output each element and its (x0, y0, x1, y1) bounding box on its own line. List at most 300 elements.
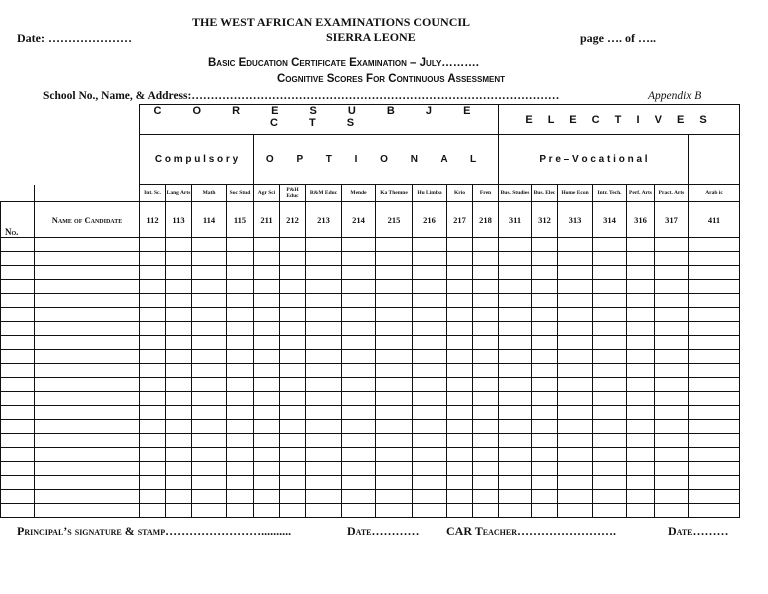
score-cell[interactable] (254, 364, 280, 378)
score-cell[interactable] (689, 350, 740, 364)
candidate-name-cell[interactable] (35, 350, 140, 364)
score-cell[interactable] (593, 294, 627, 308)
score-cell[interactable] (473, 308, 499, 322)
score-cell[interactable] (227, 462, 254, 476)
score-cell[interactable] (627, 392, 655, 406)
score-cell[interactable] (447, 434, 473, 448)
score-cell[interactable] (376, 392, 413, 406)
score-cell[interactable] (192, 350, 227, 364)
candidate-name-cell[interactable] (35, 434, 140, 448)
score-cell[interactable] (280, 476, 306, 490)
score-cell[interactable] (192, 378, 227, 392)
score-cell[interactable] (593, 322, 627, 336)
score-cell[interactable] (342, 392, 376, 406)
score-cell[interactable] (532, 420, 558, 434)
score-cell[interactable] (254, 462, 280, 476)
score-cell[interactable] (413, 378, 447, 392)
score-cell[interactable] (192, 462, 227, 476)
score-cell[interactable] (689, 462, 740, 476)
score-cell[interactable] (306, 238, 342, 252)
score-cell[interactable] (593, 350, 627, 364)
score-cell[interactable] (166, 406, 192, 420)
score-cell[interactable] (593, 448, 627, 462)
score-cell[interactable] (140, 322, 166, 336)
score-cell[interactable] (254, 476, 280, 490)
score-cell[interactable] (306, 476, 342, 490)
score-cell[interactable] (140, 294, 166, 308)
score-cell[interactable] (280, 392, 306, 406)
score-cell[interactable] (254, 448, 280, 462)
row-number-cell[interactable] (1, 504, 35, 518)
score-cell[interactable] (447, 392, 473, 406)
score-cell[interactable] (140, 364, 166, 378)
score-cell[interactable] (140, 434, 166, 448)
score-cell[interactable] (689, 378, 740, 392)
score-cell[interactable] (280, 378, 306, 392)
score-cell[interactable] (447, 420, 473, 434)
score-cell[interactable] (254, 280, 280, 294)
candidate-name-cell[interactable] (35, 336, 140, 350)
row-number-cell[interactable] (1, 350, 35, 364)
score-cell[interactable] (447, 322, 473, 336)
score-cell[interactable] (140, 420, 166, 434)
score-cell[interactable] (166, 280, 192, 294)
score-cell[interactable] (473, 280, 499, 294)
score-cell[interactable] (280, 238, 306, 252)
candidate-name-cell[interactable] (35, 294, 140, 308)
score-cell[interactable] (655, 476, 689, 490)
score-cell[interactable] (655, 280, 689, 294)
score-cell[interactable] (447, 364, 473, 378)
score-cell[interactable] (473, 238, 499, 252)
score-cell[interactable] (306, 294, 342, 308)
score-cell[interactable] (192, 420, 227, 434)
score-cell[interactable] (558, 350, 593, 364)
score-cell[interactable] (166, 322, 192, 336)
score-cell[interactable] (558, 420, 593, 434)
score-cell[interactable] (376, 490, 413, 504)
score-cell[interactable] (166, 392, 192, 406)
score-cell[interactable] (689, 336, 740, 350)
score-cell[interactable] (473, 364, 499, 378)
score-cell[interactable] (166, 448, 192, 462)
score-cell[interactable] (689, 434, 740, 448)
row-number-cell[interactable] (1, 238, 35, 252)
score-cell[interactable] (166, 420, 192, 434)
score-cell[interactable] (306, 308, 342, 322)
score-cell[interactable] (413, 406, 447, 420)
score-cell[interactable] (447, 294, 473, 308)
score-cell[interactable] (655, 238, 689, 252)
score-cell[interactable] (254, 350, 280, 364)
score-cell[interactable] (532, 238, 558, 252)
score-cell[interactable] (342, 280, 376, 294)
score-cell[interactable] (140, 462, 166, 476)
score-cell[interactable] (473, 392, 499, 406)
score-cell[interactable] (689, 448, 740, 462)
score-cell[interactable] (376, 280, 413, 294)
score-cell[interactable] (192, 490, 227, 504)
score-cell[interactable] (473, 434, 499, 448)
score-cell[interactable] (655, 308, 689, 322)
score-cell[interactable] (627, 378, 655, 392)
score-cell[interactable] (558, 378, 593, 392)
score-cell[interactable] (532, 490, 558, 504)
score-cell[interactable] (689, 392, 740, 406)
score-cell[interactable] (447, 490, 473, 504)
score-cell[interactable] (689, 238, 740, 252)
score-cell[interactable] (413, 462, 447, 476)
score-cell[interactable] (140, 378, 166, 392)
score-cell[interactable] (413, 336, 447, 350)
score-cell[interactable] (532, 434, 558, 448)
score-cell[interactable] (306, 252, 342, 266)
score-cell[interactable] (447, 252, 473, 266)
row-number-cell[interactable] (1, 462, 35, 476)
score-cell[interactable] (140, 448, 166, 462)
score-cell[interactable] (532, 378, 558, 392)
score-cell[interactable] (192, 504, 227, 518)
score-cell[interactable] (627, 420, 655, 434)
score-cell[interactable] (306, 322, 342, 336)
score-cell[interactable] (342, 364, 376, 378)
score-cell[interactable] (655, 350, 689, 364)
score-cell[interactable] (473, 336, 499, 350)
score-cell[interactable] (280, 252, 306, 266)
score-cell[interactable] (499, 406, 532, 420)
score-cell[interactable] (655, 378, 689, 392)
score-cell[interactable] (447, 336, 473, 350)
score-cell[interactable] (532, 504, 558, 518)
row-number-cell[interactable] (1, 336, 35, 350)
candidate-name-cell[interactable] (35, 392, 140, 406)
score-cell[interactable] (192, 266, 227, 280)
score-cell[interactable] (447, 280, 473, 294)
score-cell[interactable] (593, 490, 627, 504)
score-cell[interactable] (473, 406, 499, 420)
score-cell[interactable] (140, 280, 166, 294)
score-cell[interactable] (499, 336, 532, 350)
score-cell[interactable] (342, 252, 376, 266)
score-cell[interactable] (558, 266, 593, 280)
score-cell[interactable] (627, 280, 655, 294)
score-cell[interactable] (376, 322, 413, 336)
score-cell[interactable] (413, 364, 447, 378)
score-cell[interactable] (627, 448, 655, 462)
score-cell[interactable] (254, 336, 280, 350)
score-cell[interactable] (655, 392, 689, 406)
score-cell[interactable] (280, 266, 306, 280)
score-cell[interactable] (655, 266, 689, 280)
score-cell[interactable] (227, 434, 254, 448)
score-cell[interactable] (447, 308, 473, 322)
score-cell[interactable] (532, 294, 558, 308)
candidate-name-cell[interactable] (35, 266, 140, 280)
score-cell[interactable] (627, 322, 655, 336)
score-cell[interactable] (593, 252, 627, 266)
score-cell[interactable] (227, 266, 254, 280)
row-number-cell[interactable] (1, 434, 35, 448)
score-cell[interactable] (192, 322, 227, 336)
score-cell[interactable] (342, 266, 376, 280)
score-cell[interactable] (227, 420, 254, 434)
score-cell[interactable] (166, 476, 192, 490)
score-cell[interactable] (655, 336, 689, 350)
score-cell[interactable] (627, 350, 655, 364)
score-cell[interactable] (593, 336, 627, 350)
score-cell[interactable] (280, 280, 306, 294)
score-cell[interactable] (447, 448, 473, 462)
score-cell[interactable] (593, 462, 627, 476)
score-cell[interactable] (280, 322, 306, 336)
score-cell[interactable] (413, 476, 447, 490)
score-cell[interactable] (376, 294, 413, 308)
score-cell[interactable] (376, 238, 413, 252)
candidate-name-cell[interactable] (35, 322, 140, 336)
score-cell[interactable] (655, 434, 689, 448)
row-number-cell[interactable] (1, 476, 35, 490)
score-cell[interactable] (140, 490, 166, 504)
score-cell[interactable] (342, 238, 376, 252)
score-cell[interactable] (227, 448, 254, 462)
score-cell[interactable] (532, 476, 558, 490)
score-cell[interactable] (254, 322, 280, 336)
score-cell[interactable] (306, 350, 342, 364)
score-cell[interactable] (306, 504, 342, 518)
score-cell[interactable] (655, 294, 689, 308)
score-cell[interactable] (447, 238, 473, 252)
score-cell[interactable] (558, 252, 593, 266)
score-cell[interactable] (627, 364, 655, 378)
candidate-name-cell[interactable] (35, 238, 140, 252)
score-cell[interactable] (254, 238, 280, 252)
score-cell[interactable] (376, 434, 413, 448)
score-cell[interactable] (558, 406, 593, 420)
score-cell[interactable] (254, 420, 280, 434)
score-cell[interactable] (376, 364, 413, 378)
score-cell[interactable] (627, 266, 655, 280)
candidate-name-cell[interactable] (35, 280, 140, 294)
score-cell[interactable] (447, 462, 473, 476)
score-cell[interactable] (593, 406, 627, 420)
score-cell[interactable] (254, 434, 280, 448)
score-cell[interactable] (192, 294, 227, 308)
score-cell[interactable] (473, 420, 499, 434)
score-cell[interactable] (166, 504, 192, 518)
score-cell[interactable] (280, 308, 306, 322)
candidate-name-cell[interactable] (35, 252, 140, 266)
row-number-cell[interactable] (1, 308, 35, 322)
score-cell[interactable] (376, 448, 413, 462)
score-cell[interactable] (413, 490, 447, 504)
score-cell[interactable] (192, 252, 227, 266)
score-cell[interactable] (532, 462, 558, 476)
score-cell[interactable] (655, 364, 689, 378)
score-cell[interactable] (689, 364, 740, 378)
score-cell[interactable] (140, 406, 166, 420)
score-cell[interactable] (140, 266, 166, 280)
score-cell[interactable] (280, 294, 306, 308)
score-cell[interactable] (166, 308, 192, 322)
score-cell[interactable] (689, 266, 740, 280)
score-cell[interactable] (280, 364, 306, 378)
score-cell[interactable] (627, 462, 655, 476)
score-cell[interactable] (192, 336, 227, 350)
score-cell[interactable] (473, 490, 499, 504)
score-cell[interactable] (627, 434, 655, 448)
score-cell[interactable] (499, 266, 532, 280)
score-cell[interactable] (593, 266, 627, 280)
score-cell[interactable] (227, 406, 254, 420)
score-cell[interactable] (499, 364, 532, 378)
score-cell[interactable] (655, 406, 689, 420)
score-cell[interactable] (254, 504, 280, 518)
score-cell[interactable] (627, 308, 655, 322)
score-cell[interactable] (499, 434, 532, 448)
score-cell[interactable] (306, 434, 342, 448)
score-cell[interactable] (140, 392, 166, 406)
score-cell[interactable] (655, 490, 689, 504)
score-cell[interactable] (413, 504, 447, 518)
score-cell[interactable] (473, 350, 499, 364)
score-cell[interactable] (593, 378, 627, 392)
score-cell[interactable] (342, 322, 376, 336)
score-cell[interactable] (593, 420, 627, 434)
score-cell[interactable] (473, 504, 499, 518)
score-cell[interactable] (499, 238, 532, 252)
row-number-cell[interactable] (1, 280, 35, 294)
score-cell[interactable] (306, 490, 342, 504)
score-cell[interactable] (376, 252, 413, 266)
row-number-cell[interactable] (1, 378, 35, 392)
score-cell[interactable] (447, 378, 473, 392)
score-cell[interactable] (413, 448, 447, 462)
score-cell[interactable] (280, 490, 306, 504)
score-cell[interactable] (376, 406, 413, 420)
candidate-name-cell[interactable] (35, 448, 140, 462)
row-number-cell[interactable] (1, 406, 35, 420)
score-cell[interactable] (280, 336, 306, 350)
candidate-name-cell[interactable] (35, 462, 140, 476)
score-cell[interactable] (413, 294, 447, 308)
score-cell[interactable] (342, 378, 376, 392)
row-number-cell[interactable] (1, 448, 35, 462)
score-cell[interactable] (558, 476, 593, 490)
score-cell[interactable] (342, 406, 376, 420)
row-number-cell[interactable] (1, 294, 35, 308)
score-cell[interactable] (280, 434, 306, 448)
score-cell[interactable] (499, 392, 532, 406)
score-cell[interactable] (532, 266, 558, 280)
score-cell[interactable] (627, 504, 655, 518)
score-cell[interactable] (413, 434, 447, 448)
candidate-name-cell[interactable] (35, 420, 140, 434)
score-cell[interactable] (192, 308, 227, 322)
score-cell[interactable] (532, 350, 558, 364)
score-cell[interactable] (306, 406, 342, 420)
score-cell[interactable] (558, 462, 593, 476)
score-cell[interactable] (342, 420, 376, 434)
score-cell[interactable] (499, 280, 532, 294)
score-cell[interactable] (413, 238, 447, 252)
score-cell[interactable] (306, 420, 342, 434)
score-cell[interactable] (140, 336, 166, 350)
score-cell[interactable] (342, 490, 376, 504)
score-cell[interactable] (254, 378, 280, 392)
row-number-cell[interactable] (1, 420, 35, 434)
score-cell[interactable] (447, 406, 473, 420)
score-cell[interactable] (413, 266, 447, 280)
score-cell[interactable] (447, 504, 473, 518)
row-number-cell[interactable] (1, 266, 35, 280)
score-cell[interactable] (166, 252, 192, 266)
score-cell[interactable] (227, 364, 254, 378)
score-cell[interactable] (627, 476, 655, 490)
score-cell[interactable] (227, 392, 254, 406)
score-cell[interactable] (140, 308, 166, 322)
score-cell[interactable] (413, 392, 447, 406)
score-cell[interactable] (306, 392, 342, 406)
score-cell[interactable] (280, 406, 306, 420)
score-cell[interactable] (376, 308, 413, 322)
candidate-name-cell[interactable] (35, 504, 140, 518)
score-cell[interactable] (227, 322, 254, 336)
candidate-name-cell[interactable] (35, 308, 140, 322)
score-cell[interactable] (192, 280, 227, 294)
score-cell[interactable] (342, 476, 376, 490)
score-cell[interactable] (532, 448, 558, 462)
score-cell[interactable] (689, 308, 740, 322)
score-cell[interactable] (593, 504, 627, 518)
score-cell[interactable] (254, 308, 280, 322)
score-cell[interactable] (342, 448, 376, 462)
score-cell[interactable] (166, 266, 192, 280)
score-cell[interactable] (532, 322, 558, 336)
score-cell[interactable] (558, 434, 593, 448)
score-cell[interactable] (306, 364, 342, 378)
score-cell[interactable] (280, 504, 306, 518)
score-cell[interactable] (627, 490, 655, 504)
score-cell[interactable] (499, 504, 532, 518)
score-cell[interactable] (532, 406, 558, 420)
score-cell[interactable] (499, 490, 532, 504)
score-cell[interactable] (376, 266, 413, 280)
row-number-cell[interactable] (1, 392, 35, 406)
score-cell[interactable] (558, 238, 593, 252)
score-cell[interactable] (499, 462, 532, 476)
score-cell[interactable] (140, 350, 166, 364)
score-cell[interactable] (558, 280, 593, 294)
score-cell[interactable] (376, 476, 413, 490)
score-cell[interactable] (473, 252, 499, 266)
score-cell[interactable] (376, 350, 413, 364)
score-cell[interactable] (166, 238, 192, 252)
score-cell[interactable] (558, 322, 593, 336)
score-cell[interactable] (689, 406, 740, 420)
score-cell[interactable] (192, 392, 227, 406)
score-cell[interactable] (227, 378, 254, 392)
score-cell[interactable] (689, 294, 740, 308)
score-cell[interactable] (280, 350, 306, 364)
score-cell[interactable] (140, 476, 166, 490)
score-cell[interactable] (227, 476, 254, 490)
score-cell[interactable] (376, 336, 413, 350)
row-number-cell[interactable] (1, 490, 35, 504)
score-cell[interactable] (166, 434, 192, 448)
score-cell[interactable] (532, 364, 558, 378)
score-cell[interactable] (227, 252, 254, 266)
score-cell[interactable] (192, 406, 227, 420)
